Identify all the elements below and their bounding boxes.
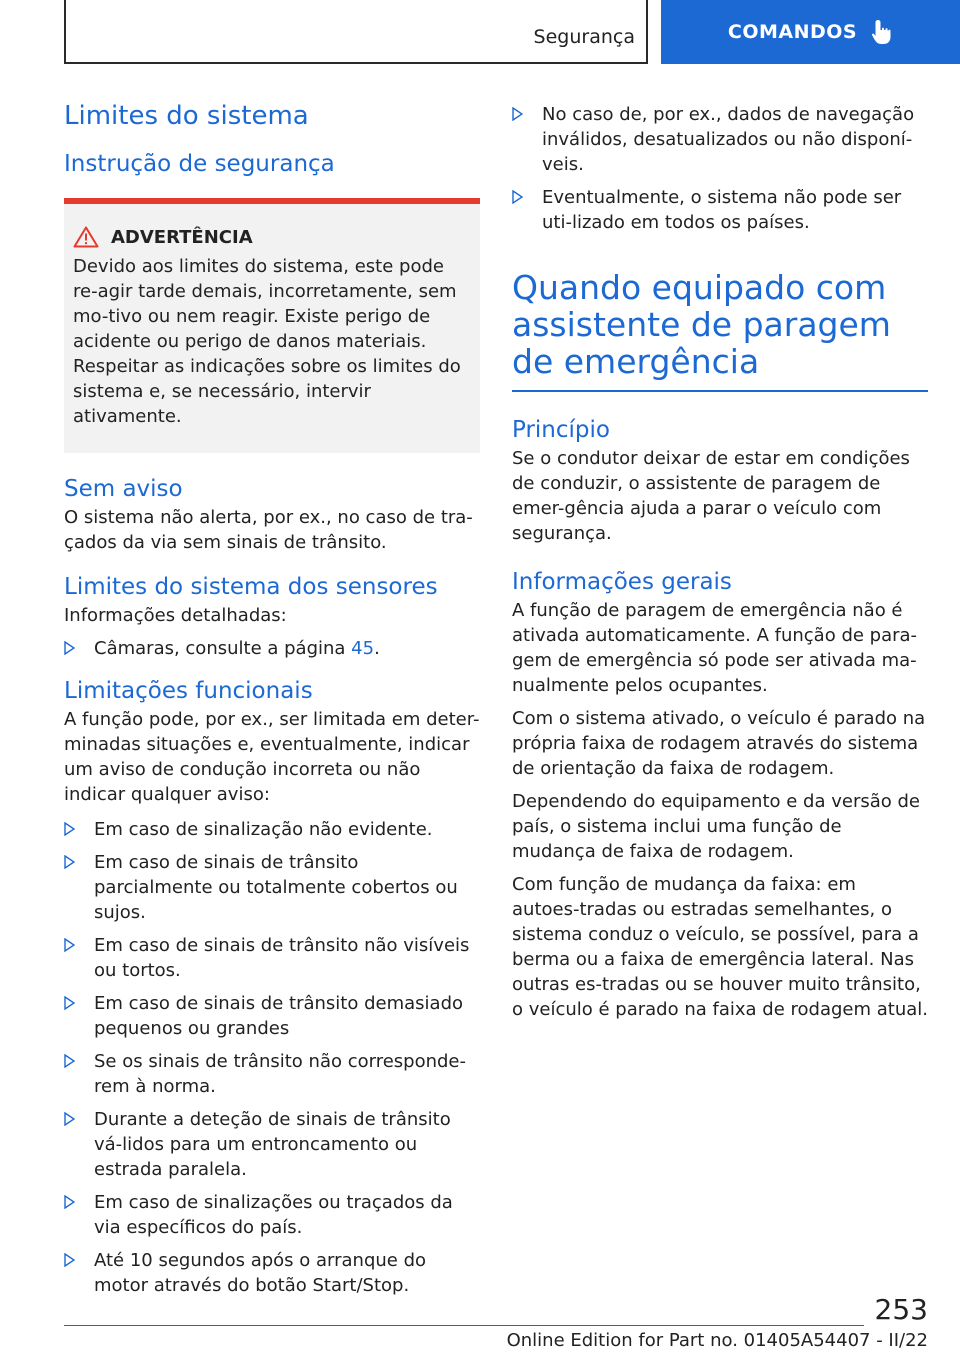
heading-sensores: Limites do sistema dos sensores: [64, 574, 438, 600]
safety-subtitle: Instrução de segurança: [64, 151, 335, 177]
sem-aviso-text: O sistema não alerta, por ex., no caso de tra-çados da via sem sinais de trânsito.: [64, 507, 473, 553]
page-number: 253: [874, 1293, 928, 1326]
heading-informacoes-gerais: Informações gerais: [512, 568, 732, 595]
list-item: Até 10 segundos após o arranque do motor através do botão Start/Stop.: [64, 1248, 480, 1298]
bullet-triangle-icon: [64, 1195, 75, 1209]
tab-label: COMANDOS: [727, 21, 858, 43]
bullet-triangle-icon: [64, 938, 75, 952]
list-item: No caso de, por ex., dados de navegação inválidos, desatualizados ou não disponí-veis.: [512, 102, 928, 177]
list-item: Durante a deteção de sinais de trânsito vá-lidos para um entroncamento ou estrada paralela.: [64, 1107, 480, 1182]
main-heading: Quando equipado com assistente de paragem de emergência: [512, 268, 891, 381]
bullet-triangle-icon: [64, 1253, 75, 1267]
list-item: Em caso de sinalizações ou traçados da via específicos do país.: [64, 1190, 480, 1240]
heading-limitacoes: Limitações funcionais: [64, 678, 313, 704]
list-item: Em caso de sinais de trânsito parcialmente ou totalmente cobertos ou sujos.: [64, 850, 480, 925]
bullet-triangle-icon: [512, 190, 523, 204]
list-item: Em caso de sinalização não evidente.: [64, 817, 480, 842]
heading-divider: [512, 390, 928, 392]
heading-sem-aviso: Sem aviso: [64, 476, 183, 502]
header-section-title: Segurança: [533, 26, 635, 48]
edition-text: Online Edition for Part no. 01405A54407 - II/22: [506, 1330, 928, 1351]
warning-text: Devido aos limites do sistema, este pode re-agir tarde demais, incorretamente, sem mo-tivo ou nem reagir. Existe perigo de acidente ou perigo de danos materiais. Respeitar as indicações sobre os limites do sistema e, se necessário, intervir ativamente.: [73, 256, 461, 427]
list-item: Em caso de sinais de trânsito não visíveis ou tortos.: [64, 933, 480, 983]
limitacoes-intro: A função pode, por ex., ser limitada em deter-minadas situações e, eventualmente, indicar um aviso de condução incorreta ou não indicar qualquer aviso:: [64, 709, 480, 805]
warning-header: [73, 226, 470, 248]
left-column: [64, 98, 480, 1306]
gerais-paragraph: Com o sistema ativado, o veículo é parado na própria faixa de rodagem através do sistema de orientação da faixa de rodagem.: [512, 707, 926, 779]
gerais-paragraph: A função de paragem de emergência não é ativada automaticamente. A função de para-gem de emergência só pode ser ativada ma-nualmente pelos ocupantes.: [512, 599, 918, 696]
bullet-triangle-icon: [512, 107, 523, 121]
page-link[interactable]: 45: [351, 638, 375, 659]
pointing-hand-icon: [871, 19, 893, 45]
footer-divider: [64, 1325, 864, 1326]
right-column: [512, 102, 928, 1022]
gerais-paragraph: Com função de mudança da faixa: em autoes-tradas ou estradas semelhantes, o sistema conduz o veículo, se possível, para a berma ou a faixa de emergência lateral. Nas outras es-tradas ou se houver muito trânsito, o veículo é parado na faixa de rodagem atual.: [512, 873, 928, 1020]
continued-list: [512, 102, 928, 235]
principio-text: Se o condutor deixar de estar em condições de conduzir, o assistente de paragem de emer-gência ajuda a parar o veículo com segurança.: [512, 447, 910, 544]
bullet-triangle-icon: [64, 822, 75, 836]
sensores-list: [64, 636, 480, 661]
bullet-triangle-icon: [64, 855, 75, 869]
list-item: Em caso de sinais de trânsito demasiado pequenos ou grandes: [64, 991, 480, 1041]
bullet-triangle-icon: [64, 996, 75, 1010]
bullet-triangle-icon: [64, 1112, 75, 1126]
warning-triangle-icon: [73, 226, 99, 248]
sensores-intro: Informações detalhadas:: [64, 605, 287, 626]
section-title: Limites do sistema: [64, 101, 309, 131]
gerais-paragraph: Dependendo do equipamento e da versão de país, o sistema inclui uma função de mudança de faixa de rodagem.: [512, 790, 920, 862]
tab-comandos[interactable]: [661, 0, 960, 64]
limitacoes-list: [64, 817, 480, 1298]
heading-principio: Princípio: [512, 416, 610, 443]
bullet-triangle-icon: [64, 1054, 75, 1068]
list-item: Eventualmente, o sistema não pode ser uti-lizado em todos os países.: [512, 185, 928, 235]
list-item: Se os sinais de trânsito não corresponde-rem à norma.: [64, 1049, 480, 1099]
warning-label: ADVERTÊNCIA: [111, 226, 253, 248]
list-item: Câmaras, consulte a página 45.: [64, 636, 480, 661]
bullet-triangle-icon: [64, 641, 75, 655]
warning-box: [64, 198, 480, 453]
